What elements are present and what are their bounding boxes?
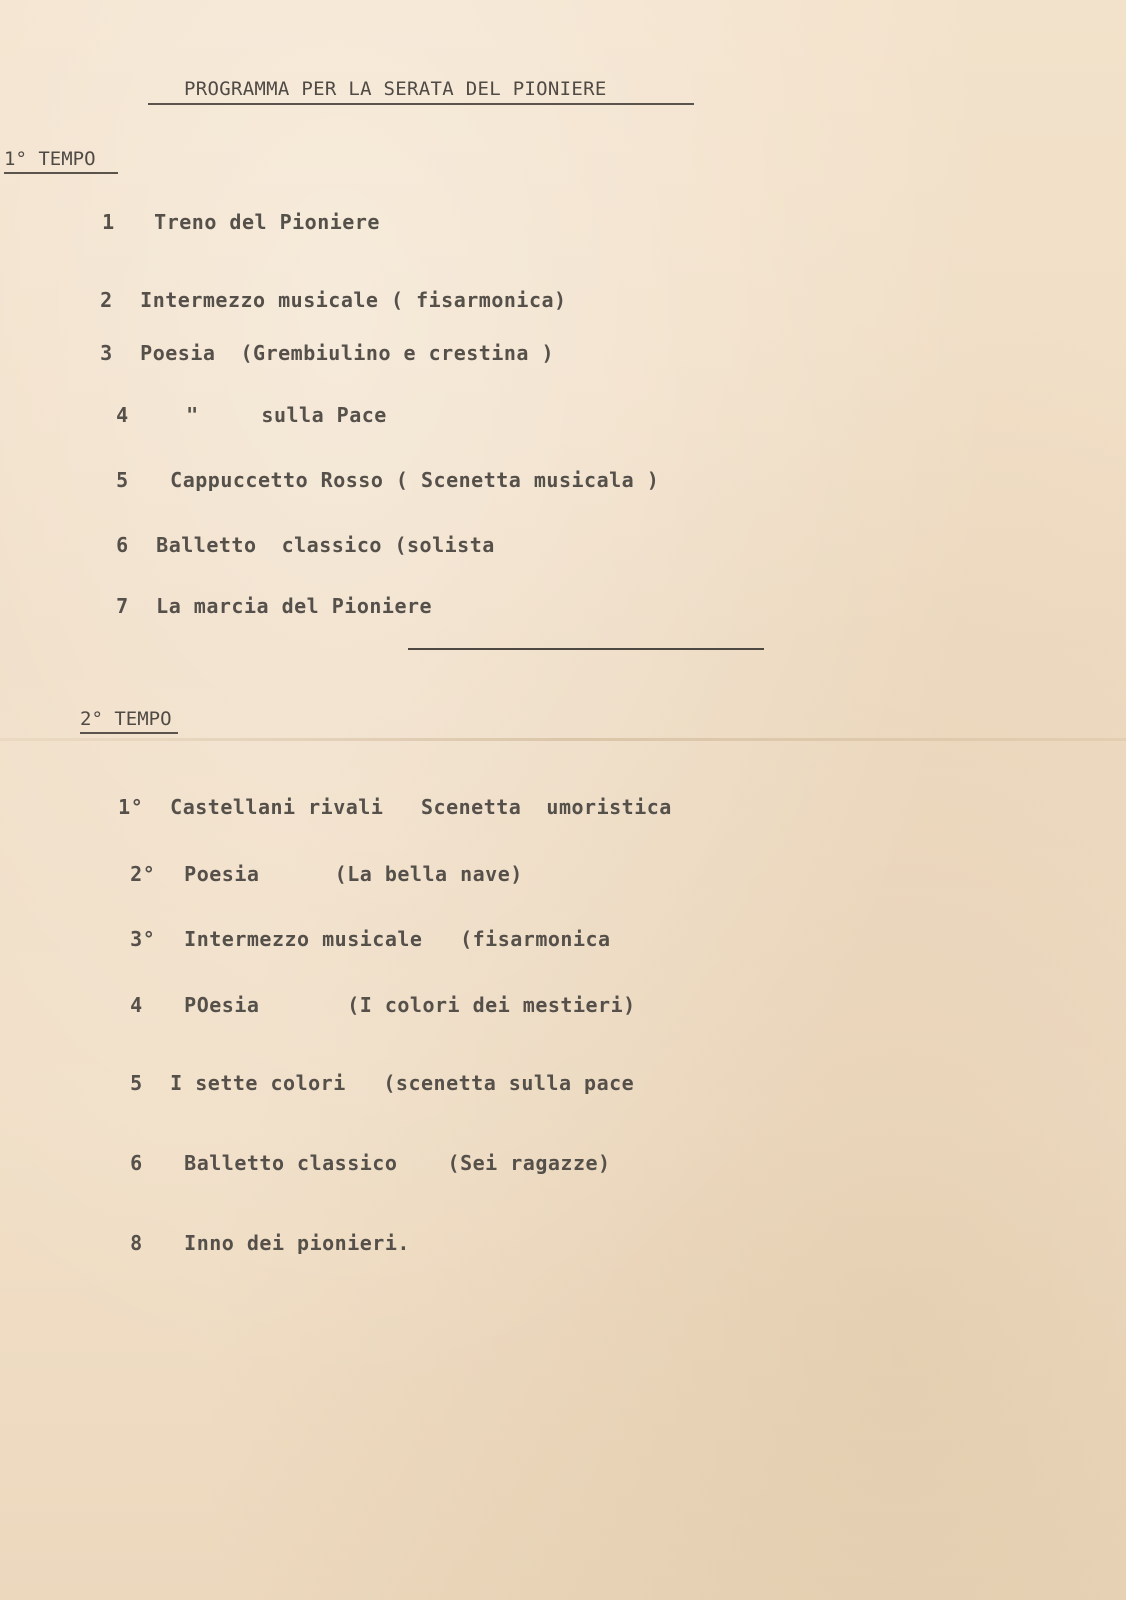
item-number: 2°	[130, 862, 156, 886]
item-text: Intermezzo musicale (fisarmonica	[184, 927, 611, 951]
item-number: 2	[100, 288, 113, 312]
section-heading-2: 2° TEMPO	[80, 708, 178, 734]
item-text: POesia (I colori dei mestieri)	[184, 993, 636, 1017]
item-number: 6	[130, 1151, 143, 1175]
item-text: Balletto classico (Sei ragazze)	[184, 1151, 611, 1175]
item-text: Intermezzo musicale ( fisarmonica)	[140, 288, 567, 312]
item-text: Inno dei pionieri.	[184, 1231, 410, 1255]
item-number: 1	[102, 210, 115, 234]
item-text: Poesia (Grembiulino e crestina )	[140, 341, 555, 365]
item-number: 6	[116, 533, 129, 557]
item-number: 1°	[118, 795, 144, 819]
program-item	[66, 444, 659, 516]
item-text: Balletto classico (solista	[156, 533, 495, 557]
program-item	[66, 570, 432, 642]
item-text: " sulla Pace	[186, 403, 387, 427]
item-text: Cappuccetto Rosso ( Scenetta musicala )	[170, 468, 660, 492]
document-title: PROGRAMMA PER LA SERATA DEL PIONIERE	[148, 78, 694, 105]
item-number: 8	[130, 1231, 143, 1255]
item-number: 4	[116, 403, 129, 427]
item-number: 5	[130, 1071, 143, 1095]
program-item	[80, 1207, 410, 1279]
section-divider	[408, 648, 764, 650]
section-heading-1: 1° TEMPO	[4, 148, 118, 174]
program-item	[68, 771, 672, 843]
program-item	[80, 1047, 634, 1119]
program-item	[66, 379, 387, 451]
item-number: 3°	[130, 927, 156, 951]
program-item	[80, 838, 523, 910]
program-item	[52, 186, 380, 258]
item-number: 7	[116, 594, 129, 618]
item-text: Poesia (La bella nave)	[184, 862, 523, 886]
item-text: I sette colori (scenetta sulla pace	[170, 1071, 635, 1095]
program-item	[80, 903, 611, 975]
item-text: La marcia del Pioniere	[156, 594, 433, 618]
item-number: 5	[116, 468, 129, 492]
item-text: Treno del Pioniere	[154, 210, 380, 234]
item-number: 4	[130, 993, 143, 1017]
item-number: 3	[100, 341, 113, 365]
program-item	[80, 1127, 611, 1199]
program-item	[80, 969, 636, 1041]
item-text: Castellani rivali Scenetta umoristica	[170, 795, 672, 819]
